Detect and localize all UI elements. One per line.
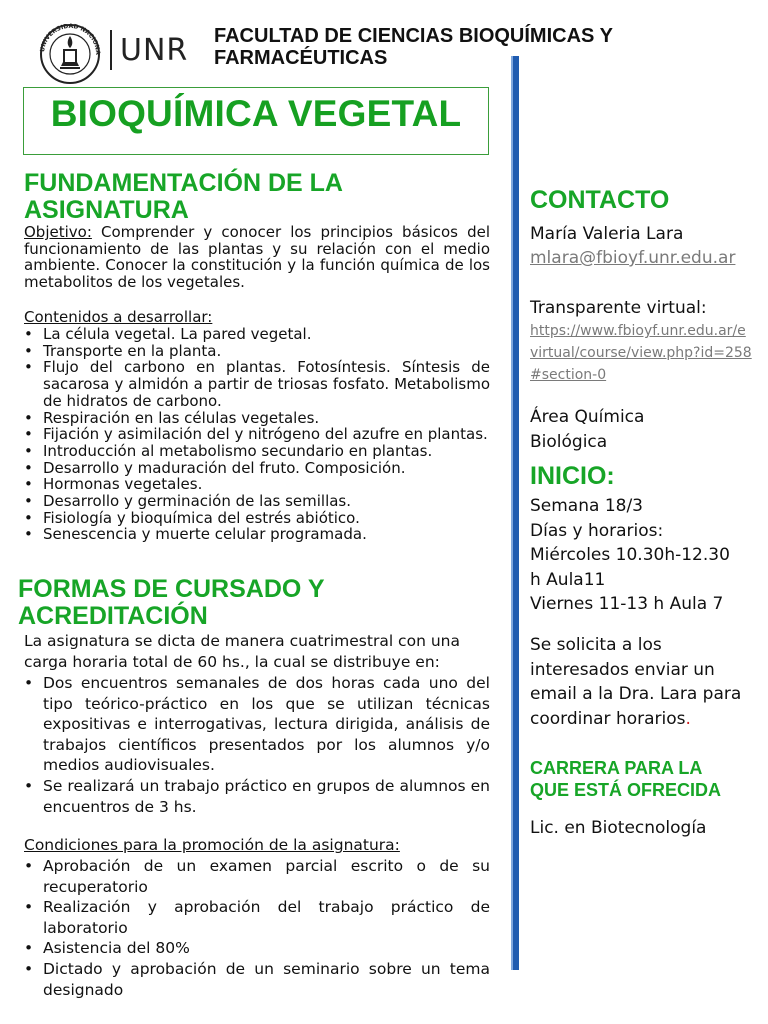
note-line-4 [530, 707, 755, 732]
list-item: • Dos encuentros semanales de dos horas cada uno del tipo teórico-práctico en los que se utilizan técnicas expositivas e interrogativas, lectura dirigida, análisis de trabajos científicos presentados por los alumnos y/o medios audiovisuales. [24, 673, 490, 776]
note-line-2: interesados enviar un [530, 659, 715, 680]
list-item: • Desarrollo y maduración del fruto. Composición. [24, 460, 490, 477]
contact-note [530, 633, 755, 731]
objetivo-paragraph [24, 224, 490, 290]
list-item: • Introducción al metabolismo secundario en plantas. [24, 443, 490, 460]
faculty-name [214, 25, 674, 69]
carrera-heading-line-2: QUE ESTÁ OFRECIDA [530, 780, 722, 800]
list-item: • Dictado y aprobación de un seminario sobre un tema designado [24, 959, 490, 1000]
list-item: • Se realizará un trabajo práctico en grupos de alumnos en encuentros de 3 hs. [24, 776, 490, 817]
inicio-heading: INICIO: [530, 462, 615, 490]
list-item: • Fisiología y bioquímica del estrés abiótico. [24, 510, 490, 527]
viernes: Viernes 11-13 h Aula 7 [530, 594, 724, 614]
fundamentacion-heading [24, 170, 364, 224]
objetivo-label: Objetivo: [24, 223, 92, 241]
course-title: BIOQUÍMICA VEGETAL [50, 93, 462, 134]
miercoles-line-2: h Aula11 [530, 569, 606, 590]
semana: Semana 18/3 [530, 496, 643, 516]
carrera-heading-line-1: CARRERA PARA LA [530, 758, 703, 778]
list-item: • Realización y aprobación del trabajo práctico de laboratorio [24, 897, 490, 938]
miercoles-line-1: Miércoles 10.30h-12.30 [530, 545, 730, 565]
contact-email-link[interactable]: mlara@fbioyf.unr.edu.ar [530, 248, 736, 268]
formas-heading [18, 576, 358, 630]
faculty-line-1: FACULTAD DE CIENCIAS BIOQUÍMICAS Y [214, 25, 613, 47]
note-line-3: email a la Dra. Lara para [530, 684, 742, 704]
list-item: • Aprobación de un examen parcial escrito o de su recuperatorio [24, 856, 490, 897]
list-item: • Desarrollo y germinación de las semillas. [24, 493, 490, 510]
formas-intro: La asignatura se dicta de manera cuatrimestral con una carga horaria total de 60 hs., la cual se distribuye en: [24, 632, 460, 671]
list-item: • Fijación y asimilación del y nitrógeno del azufre en plantas. [24, 426, 490, 443]
faculty-line-2: FARMACÉUTICAS [214, 47, 388, 69]
logo-text: UNIVERSIDAD NACIONA [39, 22, 102, 55]
area-line-2: Biológica [530, 431, 608, 452]
list-item: • Asistencia del 80% [24, 938, 490, 959]
condiciones-list [24, 856, 490, 1000]
contenidos-list [24, 326, 490, 543]
contenidos-label: Contenidos a desarrollar: [24, 308, 213, 326]
note-end-period: . [685, 708, 691, 729]
list-item: • Senescencia y muerte celular programada. [24, 526, 490, 543]
objetivo-text: Comprender y conocer los principios básicos del funcionamiento de las plantas y su relación con el medio ambiente. Conocer la constitución y la función química de los metabolitos de los vegetales. [24, 223, 490, 291]
dias-label: Días y horarios: [530, 520, 664, 541]
area-label [530, 405, 755, 454]
fundamentacion-heading-line-2: ASIGNATURA [24, 196, 189, 224]
course-url-link[interactable]: https://www.fbioyf.unr.edu.ar/evirtual/course/view.php?id=258#section-0 [530, 323, 752, 383]
list-item: • Respiración en las células vegetales. [24, 410, 490, 427]
carrera-value: Lic. en Biotecnología [530, 818, 707, 838]
list-item: • Transporte en la planta. [24, 343, 490, 360]
note-line-1: Se solicita a los [530, 635, 662, 655]
list-item: • Hormonas vegetales. [24, 476, 490, 493]
transparente-virtual-label: Transparente virtual: [530, 298, 707, 318]
unr-logo [34, 18, 106, 84]
formas-heading-line-1: FORMAS DE CURSADO Y [18, 575, 325, 603]
formas-list [24, 673, 490, 817]
schedule [530, 494, 755, 617]
list-item: • La célula vegetal. La pared vegetal. [24, 326, 490, 343]
note-line-4-text: coordinar horarios [530, 708, 686, 729]
carrera-heading [530, 757, 755, 801]
unr-wordmark: UNR [120, 33, 189, 68]
fundamentacion-heading-line-1: FUNDAMENTACIÓN DE LA [24, 169, 343, 197]
condiciones-label: Condiciones para la promoción de la asignatura: [24, 836, 400, 854]
list-item: • Flujo del carbono en plantas. Fotosíntesis. Síntesis de sacarosa y almidón a partir de triosas fosfato. Metabolismo de hidratos de carbono. [24, 359, 490, 409]
column-divider [511, 56, 519, 970]
logo-divider [110, 30, 112, 70]
contact-name: María Valeria Lara [530, 224, 684, 244]
area-line-1: Área Química [530, 407, 645, 427]
contacto-heading: CONTACTO [530, 186, 670, 214]
formas-heading-line-2: ACREDITACIÓN [18, 602, 208, 630]
